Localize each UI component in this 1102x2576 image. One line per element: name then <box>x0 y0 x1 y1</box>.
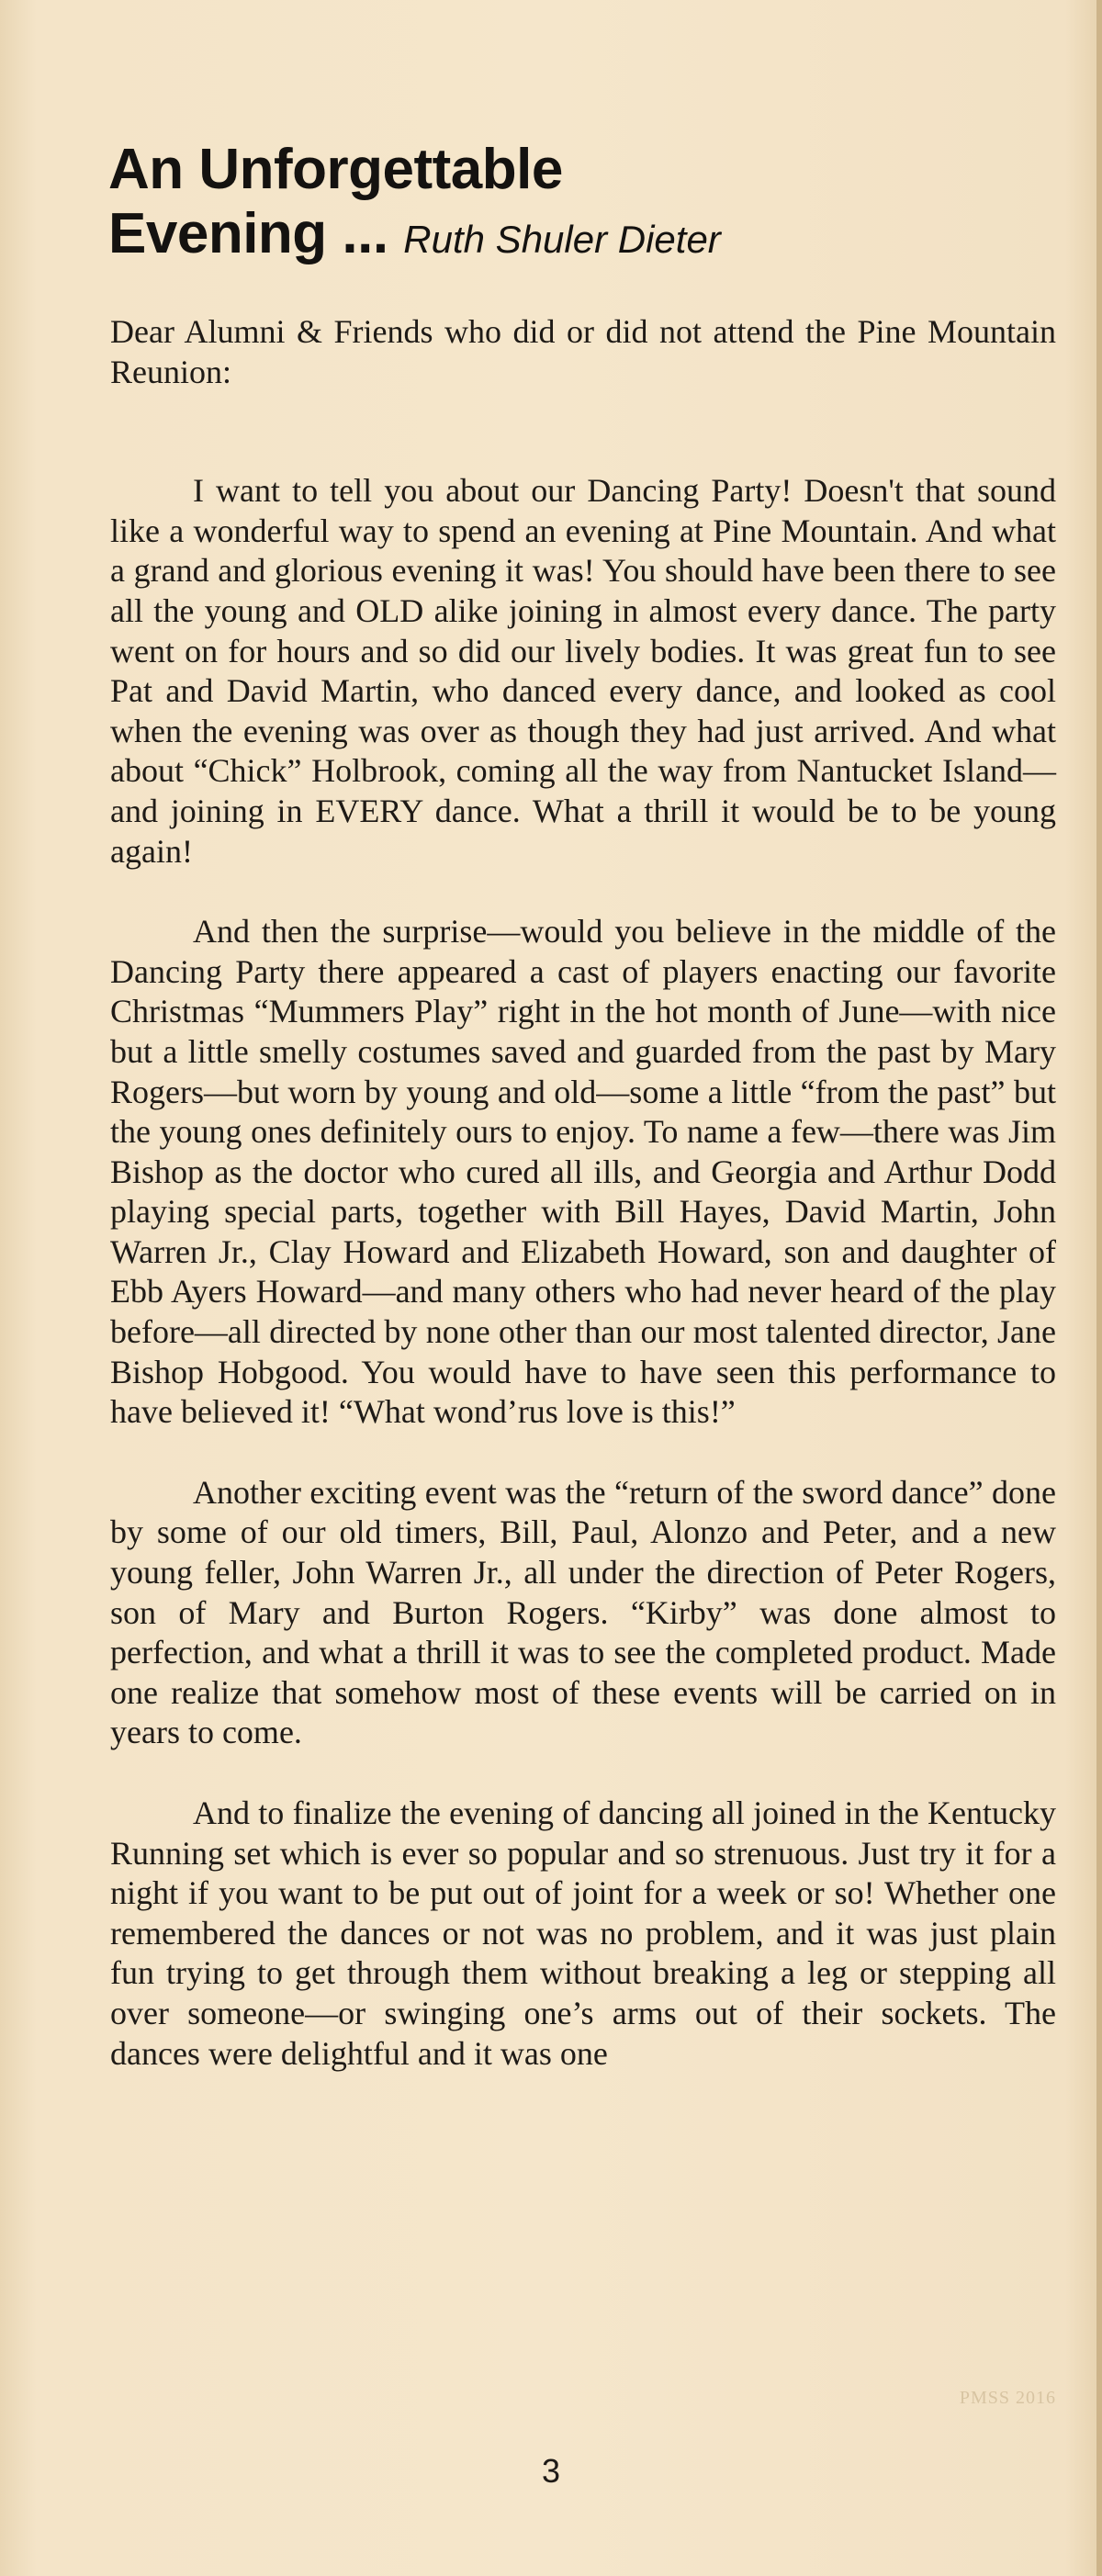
article-body <box>110 312 1056 2114</box>
paragraph-4: And to finalize the evening of dancing all joined in the Kentucky Running set which is ever so popular and so strenuous. Just try it for a night if you want to be put out of joint for a week or so! Whether one remembered the dances or not was no problem, and it was just plain fun trying to get through them without breaking a leg or stepping all over someone—or swinging one’s arms out of their sockets. The dances were delightful and it was one <box>110 1794 1056 2072</box>
title-line-1: An Unforgettable <box>108 138 563 201</box>
page-number: 3 <box>541 2452 561 2490</box>
paragraph-3: Another exciting event was the “return of the sword dance” done by some of our old timers, Bill, Paul, Alonzo and Peter, and a new young feller, John Warren Jr., all under the direction of Peter Rogers, son of Mary and Burton Rogers. “Kirby” was done almost to perfection, and what a thrill it was to see the completed product. Made one realize that somehow most of these events will be carried on in years to come. <box>110 1473 1056 1751</box>
page-edge <box>1096 0 1102 2576</box>
paragraph-2: And then the surprise—would you believe in the middle of the Dancing Party there appeared a cast of players enacting our favorite Christmas “Mummers Play” right in the hot month of June—with nice but a little smelly costumes saved and guarded from the past by Mary Rogers—but worn by young and old—some a little “from the past” but the young ones definitely ours to enjoy. To name a few—there was Jim Bishop as the doctor who cured all ills, and Georgia and Arthur Dodd playing special parts, together with Bill Hayes, David Martin, John Warren Jr., Clay Howard and Elizabeth Howard, son and daughter of Ebb Ayers Howard—and many others who had never heard of the play before—all directed by none other than our most talented director, Jane Bishop Hobgood. You would have to have seen this performance to have believed it! “What wond’rus love is this!” <box>110 913 1056 1431</box>
archive-watermark: PMSS 2016 <box>959 2388 1056 2408</box>
article-title <box>108 138 1027 272</box>
author-name: Ruth Shuler Dieter <box>403 218 721 261</box>
salutation: Dear Alumni & Friends who did or did not attend the Pine Mountain Reunion: <box>110 313 1056 390</box>
article-header <box>108 138 1027 272</box>
title-line-2: Evening ... <box>108 202 388 265</box>
paragraph-1: I want to tell you about our Dancing Party! Doesn't that sound like a wonderful way to spend an evening at Pine Mountain. And what a grand and glorious evening it was! You should have been there to see all the young and OLD alike joining in almost every dance. The party went on for hours and so did our lively bodies. It was great fun to see Pat and David Martin, who danced every dance, and looked as cool when the evening was over as though they had just arrived. And what about “Chick” Holbrook, coming all the way from Nantucket Island—and joining in EVERY dance. What a thrill it would be to be young again! <box>110 472 1056 870</box>
